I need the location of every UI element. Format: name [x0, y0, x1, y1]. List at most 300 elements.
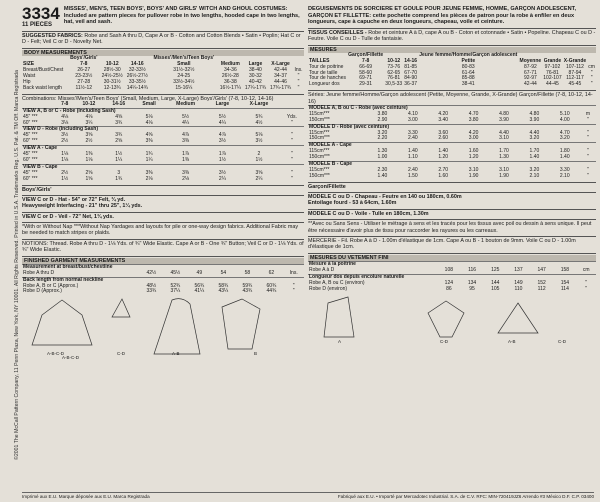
metrage-row-cell: 3.10: [499, 166, 509, 173]
body-head-cell: 7-8: [80, 61, 88, 68]
finished-row-cell: 58: [244, 269, 251, 276]
body-head-cell: Small: [177, 61, 191, 68]
mes-row-cell: 97-102: [544, 63, 561, 70]
sens-note: **Avec ou Sans Sens - Utiliser le métrage à sens et les tracés pour les tissus avec poil ou dessin à sens unique. Il peut être nécessaire d'avoir plus de tissu pour raccorder les rayures ou les carreaux.: [308, 219, 596, 234]
copyright-sidebar: [2, 20, 20, 460]
yard-row-cell: 4⅝: [145, 132, 153, 139]
fini-row-cell: Robe A à D: [309, 266, 335, 273]
body-row-cell: Hip: [23, 78, 31, 85]
body-row-cell: 14¼-14¾: [126, 84, 148, 91]
metrage-row-cell: 1.40: [407, 148, 418, 155]
mes-row-cell: cm: [588, 63, 595, 70]
yard-row-cell: 3¾: [115, 119, 123, 126]
mes-row-cell: 107-112: [565, 63, 584, 70]
yard-row-cell: 4⅛: [145, 119, 153, 126]
mes-head-cell: Petite: [461, 57, 476, 64]
metrage-row-cell: 4.40: [529, 129, 540, 136]
body-row-cell: 26½-27½: [126, 72, 148, 79]
label-cd: C-D: [117, 351, 125, 357]
body-head-cell: Large: [248, 61, 263, 68]
body-row-cell: ": [297, 72, 300, 79]
metrage-row-cell: 2.10: [529, 172, 540, 179]
metrage-row-cell: 2.40: [407, 166, 418, 173]
metrage-row-cell: 1.40: [377, 172, 388, 179]
mes-head-cell: Garçon/Fillette: [348, 51, 384, 58]
pieces-count: 11 PIECES: [22, 22, 53, 28]
metrage-row-cell: 150cm***: [309, 135, 330, 142]
view-hat: VIEW C or D - Hat - 54" or 72" Felt, ¾ yd.: [22, 195, 304, 203]
yard-row-cell: 4⅛: [61, 113, 69, 120]
metrage-row-cell: 2.20: [377, 135, 388, 142]
metrage-row-cell: 1.70: [529, 148, 540, 155]
metrage-row-cell: 3.90: [529, 116, 540, 123]
fini-row-cell: 152: [537, 279, 546, 286]
metrage-row-cell: 1.60: [468, 148, 479, 155]
metrage-row-cell: 2.90: [377, 116, 388, 123]
metrage-row-cell: 4.80: [529, 110, 540, 117]
view-chapeau: MODELE C ou D - Chapeau - Feutre en 140 ou 180cm, 0.60m: [308, 192, 596, 200]
yard-row-cell: 4¼: [182, 119, 190, 126]
yard-row-cell: ": [290, 156, 293, 163]
metrage-row-cell: 3.40: [438, 116, 449, 123]
yard-row-cell: 2⅝: [115, 138, 123, 145]
label-ab-r: A-B: [508, 338, 516, 344]
body-row-cell: 17¼-17¾: [244, 84, 266, 91]
mes-row-cell: 66-69: [359, 63, 373, 70]
mes-row-cell: 58-60: [359, 69, 373, 76]
french-title: DEGUISEMENTS DE SORCIERE ET GOULE POUR JEUNE FEMME, HOMME, GARÇON ADOLESCENT, GARÇON ET FILLETTE: cette pochette comprend les pièces de patron pour la robe à enfiler en deux longueurs, cape à capuche en deux longueurs, chapeau, voile et ceinture.: [308, 6, 577, 26]
fini-row-cell: ": [585, 285, 588, 292]
mes-row-cell: 76-81: [387, 75, 401, 82]
metrage-row-cell: 115cm***: [309, 129, 330, 136]
mes-head-cell: 7-8: [362, 57, 370, 64]
mercerie: MERCERIE - Fil. Robe A à D - 1.00m d'élastique de 1cm. Cape A ou B - 1 bouton de 9mm. Voile C ou D - 1.00m d'élastique de 1cm.: [308, 236, 596, 251]
yard-row-cell: 3⅝: [255, 169, 263, 176]
yard-row-cell: 4⅞: [218, 132, 226, 139]
interfacing: Heavyweight Interfacing - 21" thru 25", 1¼ yds.: [22, 203, 143, 210]
body-row-cell: 36-38: [223, 78, 237, 85]
body-row-cell: 38-40: [249, 66, 262, 73]
finished-row-cell: 41¼: [194, 288, 205, 295]
metrage-row-cell: 4.40: [499, 129, 509, 136]
finished-row-cell: 43¾: [242, 288, 253, 295]
mes-row-cell: 29-31: [359, 81, 373, 88]
mesures: MESURES Garçon/Fillette Jeune femme/Homme/Garçon adolescent TAILLES 7-8 10-12 14-16 Petite Moyenne Grande X-Grande Tour de poitrine 66-69 73-76 81-85 80-83 87-92 97-102 107-112 cm Tour de taille 58-60 62-65 67-70 61-64 67-71 76-81 87-94 " Tour de hanches 69-71 76-81 84-90 85-88 92-97 102-107 112-117 " Longueur dos 29-31 30,5-33 36-37 38-41 42-44 44-45 45-45 ": [309, 46, 595, 88]
yard-row-cell: 3½: [218, 169, 226, 176]
yard-row-cell: 1⅞: [218, 151, 226, 158]
mes-row-cell: 84-90: [404, 75, 418, 82]
mes-row-cell: ": [590, 69, 593, 76]
yard-row-cell: 3½: [61, 132, 69, 139]
body-head-cell: 10-12: [105, 61, 119, 68]
body-head-cell: Boys'/Girls': [70, 55, 98, 62]
metrage-row-cell: 4.20: [438, 110, 449, 117]
mes-row-cell: Tour de taille: [309, 69, 338, 76]
metrage-row-cell: 3.30: [407, 129, 418, 136]
view-label-text: VIEW A - Cape: [22, 146, 304, 152]
yard-row-cell: 3⅜: [182, 138, 190, 145]
yard-row-cell: ": [290, 169, 293, 176]
body-row-cell: Back waist length: [23, 84, 62, 91]
finished-row-cell: ": [292, 282, 295, 289]
finished-row-cell: 49: [196, 269, 203, 276]
finished-row-cell: Ins.: [289, 269, 298, 276]
metrage-row-cell: 3.30: [559, 166, 570, 173]
yard-row-cell: 60" ***: [23, 138, 38, 145]
yard-row-cell: ": [290, 119, 293, 126]
mes-row-cell: 67-71: [523, 69, 537, 76]
metrage-row-cell: 1.30: [377, 148, 388, 155]
view-label-text: VIEW D - Robe (Including Sash): [22, 127, 304, 133]
metrage-row-cell: 3.20: [377, 129, 388, 136]
illustrations-right: [308, 293, 596, 359]
pattern-number: 3334: [22, 4, 60, 23]
yard-row-cell: 3½: [218, 138, 226, 145]
yard-row-cell: ": [290, 132, 293, 139]
yard-row-cell: 2: [257, 151, 261, 158]
mes-row-cell: 76-81: [546, 69, 559, 76]
illustrations: [22, 295, 304, 361]
fini-row-cell: 105: [491, 285, 500, 292]
metrage-row-cell: 1.30: [499, 154, 509, 161]
metrage-row-cell: 4.70: [468, 110, 479, 117]
metrage-row-cell: 115cm***: [309, 166, 330, 173]
yard-head-cell: Medium: [176, 100, 196, 107]
metrage-row-cell: 3.80: [468, 116, 479, 123]
mes-row-cell: 62-65: [387, 69, 401, 76]
fini-row-cell: 86: [446, 285, 452, 292]
finished-sub-text: Measurement at breast/bust/chestline: [22, 264, 304, 270]
body-row-cell: 28½-30: [103, 66, 121, 73]
header: [22, 6, 304, 29]
body-row-cell: 40-42: [249, 78, 262, 85]
view-label-text: VIEW A, B or C - Robe (Including Sash): [22, 108, 304, 114]
yard-row-cell: 1½: [218, 156, 226, 163]
fini-row-cell: 95: [469, 285, 475, 292]
fini-sub-text: Mesure à la poitrine: [308, 262, 596, 268]
fini-row-cell: Robe A, B ou C (environ): [309, 279, 365, 286]
yard-row-cell: ": [290, 151, 293, 158]
series: Séries: Jeune femme/Homme/Garçon adolescent (Petite, Moyenne, Grande, X-Grande) Garçon/Fillette (7-8, 10-12, 14-16): [308, 90, 596, 105]
yard-row-cell: 1⅜: [85, 151, 93, 158]
yard-head-cell: 10-12: [82, 100, 96, 107]
fini-row-cell: 112: [537, 285, 546, 292]
yard-head-cell: 7-8: [61, 100, 69, 107]
yard-row-cell: 3: [117, 169, 121, 176]
english-column: [22, 6, 304, 361]
mes-row-cell: 45-45: [568, 81, 582, 88]
metrage-row-cell: ": [587, 166, 589, 173]
body-row-cell: Ins.: [294, 66, 303, 73]
metrage-row-cell: 4.10: [407, 110, 418, 117]
metrage-row-cell: 4.80: [499, 110, 509, 117]
mes-head-cell: Jeune femme/Homme/Garçon adolescent: [419, 51, 518, 58]
yard-row-cell: 3¾: [115, 132, 123, 139]
yard-row-cell: 3⅜: [182, 169, 190, 176]
yard-row-cell: 1⅛: [61, 151, 69, 158]
fini-row-cell: 137: [514, 266, 523, 273]
body-row-cell: 34-37: [274, 72, 287, 79]
metrage-row-cell: 1.10: [407, 154, 418, 161]
metrage-row-cell: 3.10: [468, 166, 479, 173]
yard-row-cell: 1¾: [145, 151, 153, 158]
mes-row-cell: 87-94: [568, 69, 582, 76]
finished-row-cell: 42½: [146, 269, 157, 276]
yard-row-cell: 1⅛: [61, 156, 69, 163]
metrage-row-cell: 5.10: [559, 110, 570, 117]
yard-row: [22, 177, 304, 183]
mes-row-cell: 69-71: [359, 75, 373, 82]
fini-row-cell: 134: [467, 279, 477, 286]
body-row-cell: 17¾-17¾: [269, 84, 292, 91]
metrage-row-cell: 4.70: [559, 129, 570, 136]
mes-row-cell: 61-64: [461, 69, 475, 76]
metrage-row-cell: m: [585, 110, 591, 117]
yard-row-cell: 2⅛: [182, 175, 190, 182]
fini-row-cell: 147: [537, 266, 546, 273]
body-row-cell: 30-32: [249, 72, 262, 79]
fini-row-cell: 144: [491, 279, 500, 286]
finished-row-cell: 60¾: [266, 282, 277, 289]
body-row-cell: 34-36: [223, 66, 237, 73]
body-row-cell: 33½-34½: [173, 78, 195, 85]
label-cd-r2: C-D: [558, 338, 566, 344]
metrage-row-cell: 1.40: [559, 154, 570, 161]
yard-row-cell: 2½: [61, 138, 69, 145]
mes-row-cell: ": [590, 75, 593, 82]
mes-row-cell: 81-85: [404, 63, 418, 70]
body-row-cell: 16½-17¼: [219, 84, 241, 91]
label-abcd: A-B-C-D: [47, 351, 64, 357]
metrage-row-cell: 1.60: [438, 172, 449, 179]
metrage-row-cell: 2.70: [438, 166, 449, 173]
metrage-row-cell: 150cm***: [309, 154, 330, 161]
fini-row-cell: 125: [491, 266, 500, 273]
label-b: B: [254, 351, 258, 357]
finished-row-cell: Robe A thru D: [23, 269, 55, 276]
yard-row-cell: 1⅝: [85, 175, 93, 182]
mes-row: [308, 82, 596, 88]
body-table: [22, 56, 304, 91]
boys-girls-label: Boys'/Girls': [22, 185, 304, 193]
body-head-cell: Medium: [220, 61, 240, 68]
mes-head-cell: Grande: [543, 57, 562, 64]
yard-row-cell: 1⅜: [182, 156, 190, 163]
finished-row-cell: ": [292, 288, 295, 295]
pattern-sketches: [308, 293, 596, 359]
mes-row-cell: 42-44: [523, 81, 537, 88]
yard-row-cell: 4½: [255, 119, 263, 126]
french-column: [308, 6, 596, 359]
mes-row-cell: 92-97: [523, 75, 537, 82]
mes-head-cell: 10-12: [387, 57, 401, 64]
body-row-cell: 23-23½: [75, 72, 93, 79]
nap-note: *With or Without Nap ***Without Nap Yardages and layouts for pile or one-way design fabrics. Additional Fabric may be needed to match stripes or plaids.: [22, 222, 304, 237]
notions: NOTIONS: Thread. Robe A thru D - 1⅛ Yds. of ¾" Wide Elastic. Cape A or B - One ¾" Button; Veil C or D - 1⅛ Yds. of ¾" Wide Elastic.: [22, 240, 304, 254]
yard-row-cell: 5⅛: [145, 113, 153, 120]
metrage-row-cell: 4.20: [468, 129, 479, 136]
metrage-row-cell: 3.60: [438, 129, 449, 136]
body-row-cell: 42-44: [274, 66, 287, 73]
fini-row-cell: 124: [444, 279, 454, 286]
yard-row-cell: 1¾: [115, 175, 123, 182]
modele-label-text: MODELE A - Cape: [308, 143, 596, 149]
mes-row-cell: 67-70: [404, 69, 418, 76]
metrage-row-cell: ": [587, 154, 589, 161]
fini-row-cell: 110: [514, 285, 523, 292]
mes-row-cell: ": [590, 81, 593, 88]
footer: [22, 492, 594, 499]
mes-row-cell: Longueur dos: [309, 81, 340, 88]
view-veil: VIEW C or D - Veil - 72" Net, 1¾ yds.: [22, 212, 304, 220]
mes-row-cell: 36-37: [404, 81, 418, 88]
finished-row-cell: Robe D (Approx.): [23, 288, 62, 295]
body-row-cell: 26-27: [77, 66, 91, 73]
metrage-row-cell: 3.00: [468, 135, 479, 142]
metrage-row-cell: 1.40: [529, 154, 540, 161]
body-row-cell: 15-16¼: [175, 84, 193, 91]
yard-head-cell: 14-16: [112, 100, 126, 107]
body-measurements: [22, 48, 304, 92]
body-head-cell: Misses'/Men's/Teen Boys': [153, 55, 215, 62]
modele-label-text: MODELE B - Cape: [308, 162, 596, 168]
body-row-cell: Waist: [23, 72, 36, 79]
finished-measurements: FINISHED GARMENT MEASUREMENTS Measurement at breast/bust/chestline Robe A thru D 42½ 45½ 49 54 58 62 Ins. Back length from normal neckline Robe A, B or C (Approx.) 48½ 52¾ 56¾ 58¾ 59¾ 60¾ " Robe D (Approx.) 33¾ 37¼ 41¼ 43¼ 43¾ 44¾ ": [22, 256, 304, 296]
pattern-title: MISSES', MEN'S, TEEN BOYS', BOYS' AND GIRLS' WITCH AND GHOUL COSTUMES: Included are pattern pieces for pullover robe in two lengths, hooded cape in two lengths, hat, veil and sash.: [63, 6, 300, 26]
metrage-table: [308, 105, 596, 180]
yard-row-cell: ": [290, 175, 293, 182]
body-head-cell: 14-16: [130, 61, 144, 68]
metrage-row-cell: 1.80: [559, 148, 570, 155]
yard-row-cell: 5½: [218, 113, 226, 120]
mes-row-cell: 112-117: [566, 75, 584, 82]
yard-row-cell: 60" ***: [23, 119, 38, 126]
mes-row-cell: 85-88: [461, 75, 475, 82]
metrage-row-cell: 1.90: [468, 172, 479, 179]
body-row-cell: 24½-25½: [101, 72, 123, 79]
metrage-row-cell: ": [587, 116, 589, 123]
yard-row-cell: Yds.: [286, 113, 297, 120]
metrage-row-cell: 3.10: [499, 135, 509, 142]
view-label-text: VIEW B - Cape: [22, 164, 304, 170]
yard-row-cell: 2⅛: [145, 175, 153, 182]
yard-row-cell: 1½: [255, 156, 263, 163]
finished-sub-text: Back length from normal neckline: [22, 277, 304, 283]
fini-row-cell: 108: [444, 266, 454, 273]
metrage-row: [308, 174, 596, 180]
mes-row-cell: 87-92: [523, 63, 537, 70]
yard-row-cell: 4⅛: [85, 113, 93, 120]
yard-row-cell: 1⅛: [85, 156, 93, 163]
yard-row-cell: 45" ***: [23, 132, 38, 139]
metrage-row-cell: 2.30: [377, 166, 388, 173]
yard-row-cell: ": [290, 138, 293, 145]
metrage-row-cell: 1.00: [377, 154, 388, 161]
metrage-row-cell: 2.60: [438, 135, 449, 142]
mes-row-cell: Tour de hanches: [309, 75, 346, 82]
yard-row-cell: 1½: [115, 151, 123, 158]
footer-mid: Fabriqué aux E.U. • Importé par Mercadotec Industrial. S.A. de C.V. RFC: MIN-720419JZ6 Arrendo #3 México D.F. C.P. 03400: [337, 494, 594, 499]
metrage-row-cell: ": [587, 135, 589, 142]
yard-row-cell: 2¼: [255, 175, 263, 182]
yard-row-cell: 2¼: [218, 175, 226, 182]
yard-row-cell: 3⅜: [145, 138, 153, 145]
label-cd-r: C-D: [440, 338, 448, 344]
body-row-cell: 33-35½: [128, 78, 146, 85]
body-row-cell: 27-28: [77, 78, 91, 85]
yard-row-cell: 5⅛: [255, 132, 263, 139]
label-abcd-2: A-B-C-D: [62, 355, 79, 361]
fini-row-cell: cm: [582, 266, 590, 273]
metrage-row-cell: 1.20: [438, 154, 449, 161]
fini-row-cell: 158: [560, 266, 570, 273]
mes-row-cell: 102-107: [543, 75, 562, 82]
yard-row-cell: 45" ***: [23, 169, 38, 176]
body-row-cell: 11½-12: [75, 84, 93, 91]
fini-row-cell: 116: [468, 266, 477, 273]
fini-table: [308, 261, 596, 292]
mes-head-cell: 14-16: [404, 57, 418, 64]
mes-head-cell: TAILLES: [309, 57, 330, 64]
finished-row-cell: 62: [268, 269, 275, 276]
yard-row-cell: 3¼: [85, 119, 93, 126]
label-a: A: [338, 338, 342, 344]
finished-row-cell: 54: [220, 269, 227, 276]
copyright-text: ©2001 The McCall Pattern Company, 11 Penn Plaza, New York, NY 10001. All Rights Reserved. Printed in U.S.A. Trademarks Reg. U.S. Pat. & TM Off. Marca Registrada: [14, 70, 20, 460]
fini-row-cell: ": [585, 279, 588, 286]
metrage-row-cell: ": [587, 172, 589, 179]
yard-row-cell: 1½: [61, 175, 69, 182]
yard-row-cell: 45" ***: [23, 113, 38, 120]
mes-row-cell: 73-76: [387, 63, 401, 70]
mes-row-cell: 38-41: [461, 81, 475, 88]
tissus-conseilles: TISSUS CONSEILLES - Robe et ceinture A à D, cape A ou B - Coton et cotonnade • Satin • Popeline. Chapeau C ou D - Feutre. Voile C ou D - Tulle de fantaisie.: [308, 29, 596, 43]
yard-row-cell: 4⅞: [182, 132, 190, 139]
entoilage: Entoilage fourd - 53 à 64cm, 1.60m: [308, 200, 397, 207]
yard-row-cell: 45" ***: [23, 151, 38, 158]
yard-row-cell: 1¼: [145, 156, 153, 163]
body-row-cell: 30-31½: [103, 78, 121, 85]
body-row-cell: 31½-32½: [173, 66, 195, 73]
yard-row-cell: 2⅝: [85, 169, 93, 176]
costume-sketches: [22, 295, 304, 361]
metrage-row-cell: 3.00: [407, 116, 418, 123]
metrage-row-cell: 1.40: [438, 148, 449, 155]
finished-row-cell: Robe A, B or C (Approx.): [23, 282, 79, 289]
mes-head-cell: Moyenne: [519, 57, 542, 64]
metrage-row-cell: 3.20: [559, 135, 570, 142]
metrage-row-cell: 3.80: [377, 110, 388, 117]
metrage-row-cell: 115cm***: [309, 110, 330, 117]
yard-row-cell: 3⅜: [145, 169, 153, 176]
yard-row-cell: 60" ***: [23, 156, 38, 163]
modele-label-text: MODELE D - Robe (avec ceinture): [308, 124, 596, 130]
yard-row-cell: 1⅞: [182, 151, 190, 158]
view-voile: MODELE C ou D - Voile - Tulle en 180cm, 1.30m: [308, 209, 596, 217]
garcon-label: Garçon/Fillette: [308, 182, 596, 190]
body-row-cell: 24-25: [177, 72, 191, 79]
fini-row-cell: 114: [560, 285, 569, 292]
fini-sub-text: Longueur dos depuis encolure naturelle: [308, 274, 596, 280]
body-head-cell: X-Large: [271, 61, 290, 68]
body-row-cell: ": [297, 84, 300, 91]
finished-row-cell: 52¾: [170, 282, 181, 289]
yardage-table: [22, 102, 304, 183]
label-ab: A-B: [172, 351, 180, 357]
metrage-row-cell: 1.20: [468, 154, 479, 161]
yard-row-cell: 5¾: [255, 113, 263, 120]
footer-left: Imprimé aux E.U. Marque déposée aux E.U. Marca Registrada: [22, 494, 150, 499]
